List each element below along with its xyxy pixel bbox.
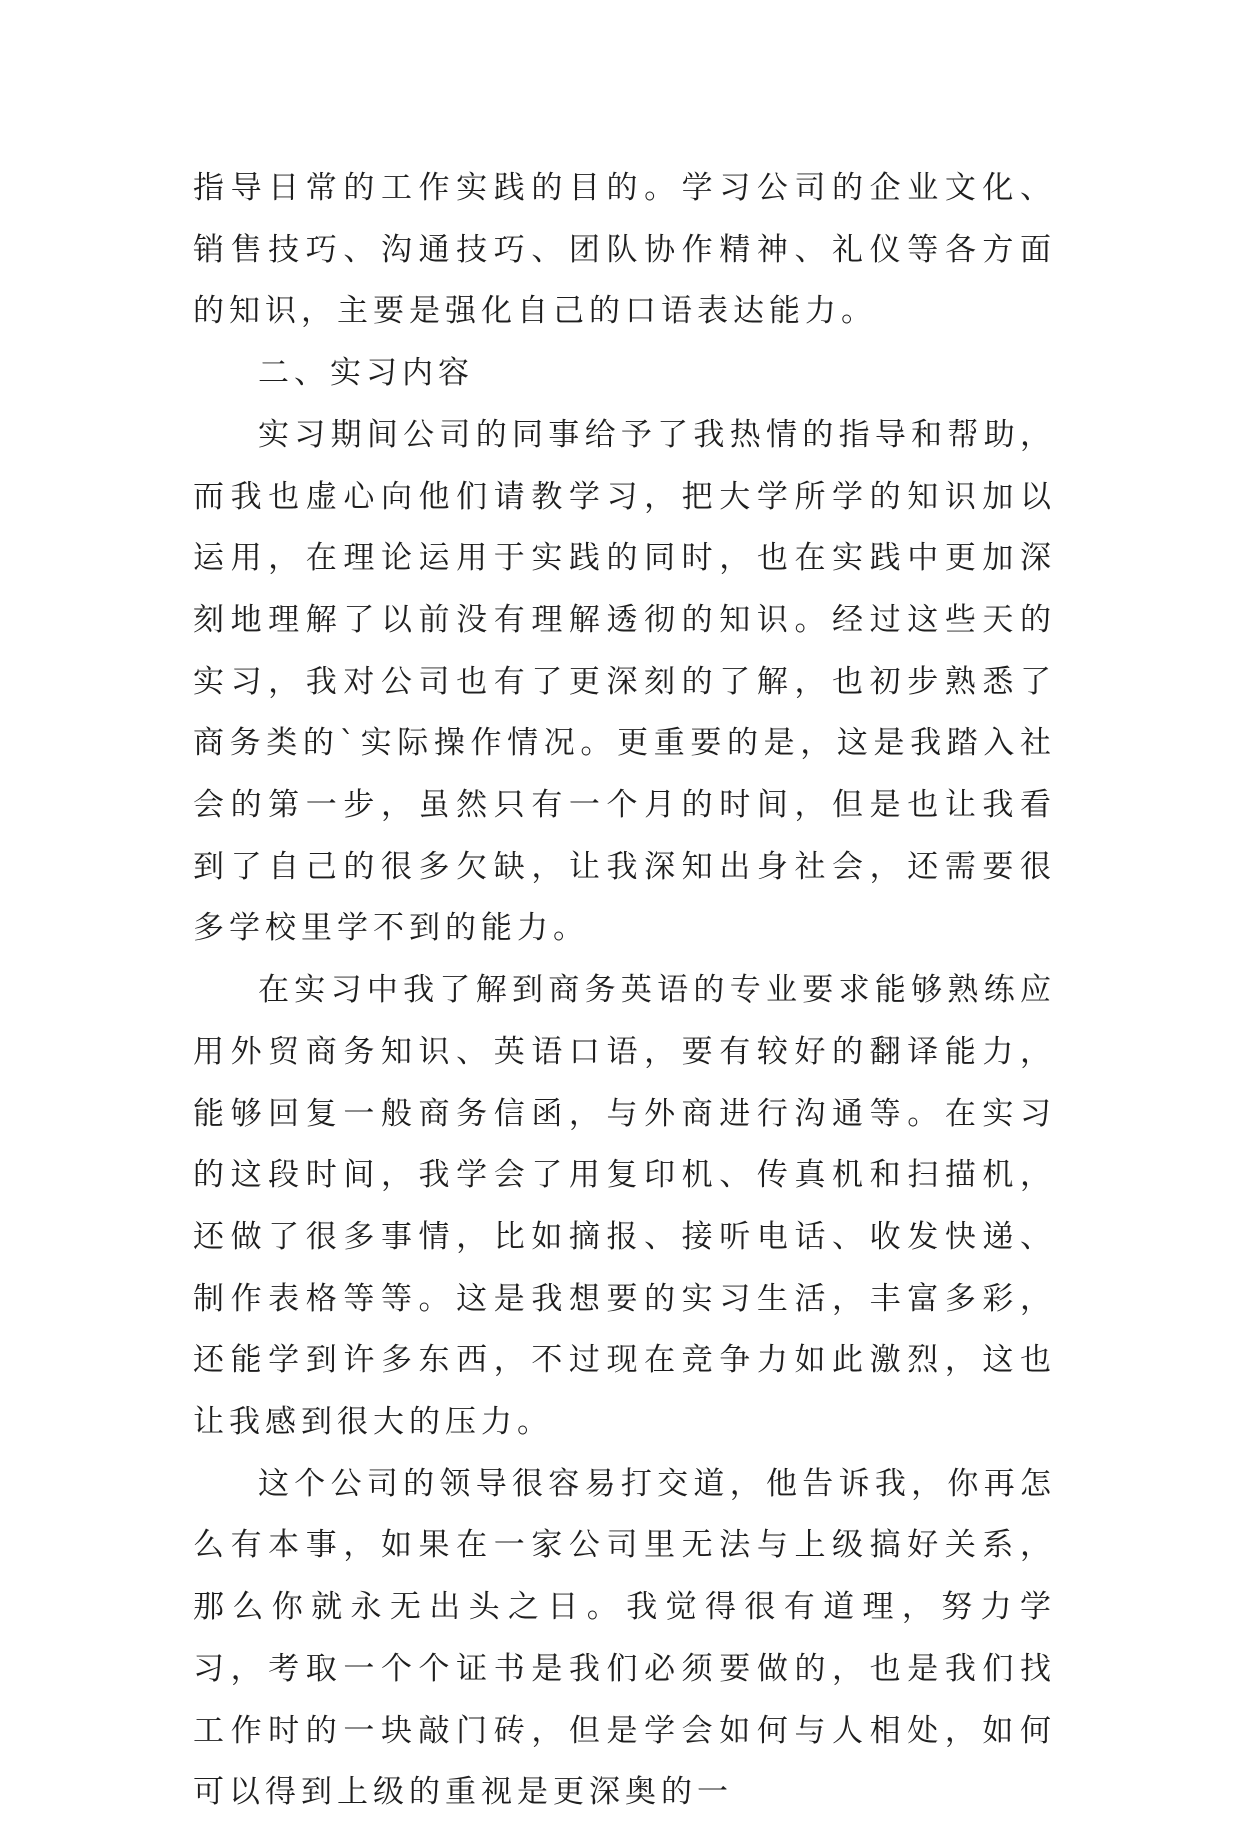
section-heading: 二、实习内容 [258,355,474,392]
paragraph-business-english: 在实习中我了解到商务英语的专业要求能够熟练应用外贸商务知识、英语口语，要有较好的翻译能力，能够回复一般商务信函，与外商进行沟通等。在实习的这段时间，我学会了用复印机、传真机和扫描机，还做了很多事情，比如摘报、接听电话、收发快递、制作表格等等。这是我想要的实习生活，丰富多彩，还能学到许多东西，不过现在竞争力如此激烈，这也让我感到很大的压力。 [193,972,1056,1441]
document-body [193,158,1056,1824]
paragraph-leadership: 这个公司的领导很容易打交道，他告诉我，你再怎么有本事，如果在一家公司里无法与上级搞好关系，那么你就永无出头之日。我觉得很有道理，努力学习，考取一个个证书是我们必须要做的，也是我们找工作时的一块敲门砖，但是学会如何与人相处，如何可以得到上级的重视是更深奥的一 [193,1465,1056,1811]
paragraph-intro-continued: 指导日常的工作实践的目的。学习公司的企业文化、销售技巧、沟通技巧、团队协作精神、礼仪等各方面的知识，主要是强化自己的口语表达能力。 [193,170,1056,330]
paragraph-internship-guidance: 实习期间公司的同事给予了我热情的指导和帮助，而我也虚心向他们请教学习，把大学所学的知识加以运用，在理论运用于实践的同时，也在实践中更加深刻地理解了以前没有理解透彻的知识。经过这些天的实习，我对公司也有了更深刻的了解，也初步熟悉了商务类的`实际操作情况。更重要的是，这是我踏入社会的第一步，虽然只有一个月的时间，但是也让我看到了自己的很多欠缺，让我深知出身社会，还需要很多学校里学不到的能力。 [193,416,1056,947]
